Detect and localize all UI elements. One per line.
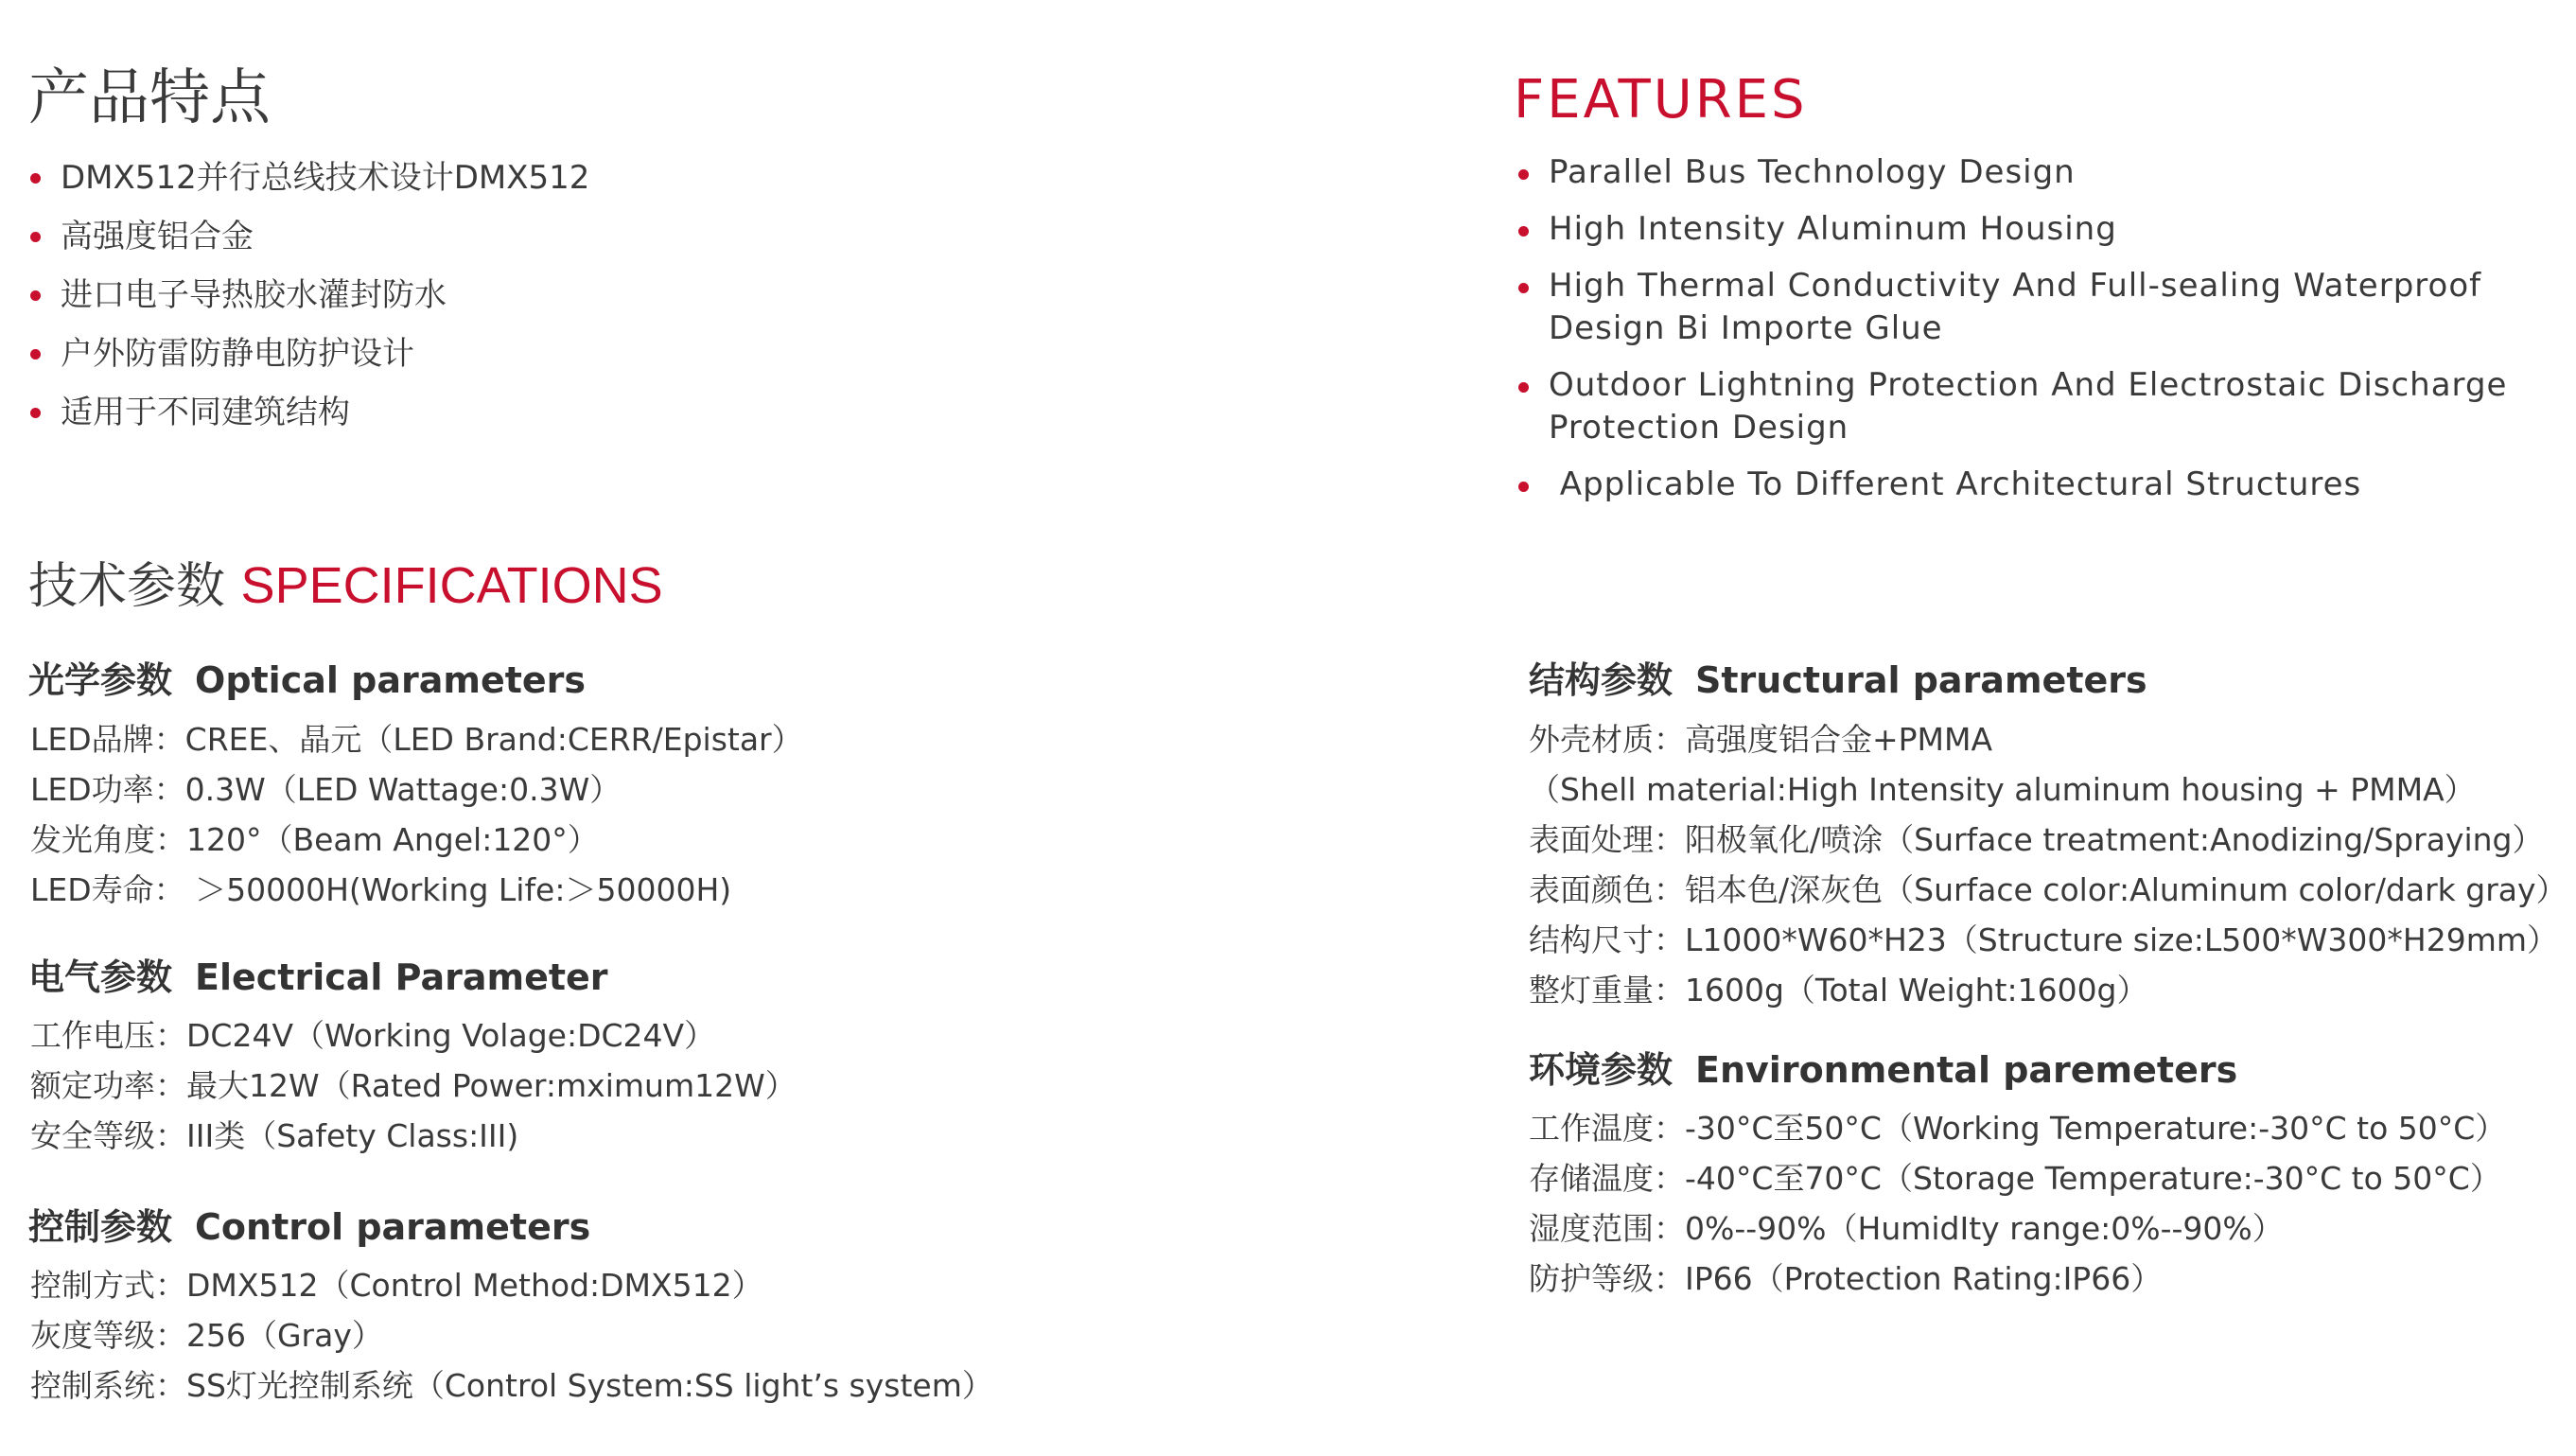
spec-line: 表面颜色：铝本色/深灰色（Surface color:Aluminum color/dark gray） [1529,871,2567,908]
environmental-lines [1529,1103,2506,1304]
bullet-dot-icon [1518,283,1529,293]
features-en-list [1518,151,2575,520]
bullet-dot-icon [1518,482,1529,492]
spec-line: 灰度等级：256（Gray） [30,1317,383,1354]
electrical-lines [30,1010,797,1161]
bullet-dot-icon [1518,226,1529,237]
spec-line: 表面处理：阳极氧化/喷涂（Surface treatment:Anodizing/Spraying） [1529,821,2544,858]
feature-text: Applicable To Different Architectural Structures [1549,465,2362,503]
spec-line: （Shell material:High Intensity aluminum housing + PMMA） [1529,771,2476,808]
bullet-dot-icon [30,232,41,242]
optical-heading [28,659,587,701]
list-item [1518,208,2575,251]
spec-line: 防护等级：IP66（Protection Rating:IP66） [1529,1260,2163,1297]
bullet-dot-icon [30,408,41,418]
spec-line: 控制系统：SS灯光控制系统（Control System:SS light’s system） [30,1367,993,1404]
electrical-heading-cn: 电气参数 [28,956,173,998]
structural-lines [1529,714,2567,1015]
feature-text: High Thermal Conductivity And Full-sealing Waterproof Design Bi Importe Glue [1549,267,2482,347]
spec-line: 控制方式：DMX512（Control Method:DMX512） [30,1267,763,1304]
optical-lines [30,714,803,915]
spec-line: LED寿命： ＞50000H(Working Life:＞50000H) [30,871,732,908]
spec-line: 工作电压：DC24V（Working Volage:DC24V） [30,1017,716,1054]
feature-text: 户外防雷防静电防护设计 [61,335,414,373]
list-item [30,207,589,266]
control-heading-cn: 控制参数 [28,1206,173,1248]
feature-text: High Intensity Aluminum Housing [1549,210,2117,248]
structural-heading-cn: 结构参数 [1529,659,1674,701]
optical-heading-en: Optical parameters [195,659,587,701]
structural-heading [1529,659,2147,701]
electrical-heading [28,956,608,998]
feature-text: DMX512并行总线技术设计DMX512 [61,159,590,197]
spec-line: 额定功率：最大12W（Rated Power:mximum12W） [30,1067,797,1104]
spec-line: LED品牌：CREE、晶元（LED Brand:CERR/Epistar） [30,721,803,758]
features-cn-list [30,149,589,442]
features-en-title: FEATURES [1514,69,1808,131]
bullet-dot-icon [1518,169,1529,180]
list-item [1518,364,2575,449]
specs-title [28,557,663,615]
spec-line: 工作温度：-30°C至50°C（Working Temperature:-30°C to 50°C） [1529,1110,2507,1147]
bullet-dot-icon [30,290,41,301]
bullet-dot-icon [30,173,41,184]
optical-heading-cn: 光学参数 [28,659,173,701]
spec-line: 结构尺寸：L1000*W60*H23（Structure size:L500*W300*H29mm） [1529,921,2558,958]
spec-line: 整灯重量：1600g（Total Weight:1600g） [1529,972,2148,1009]
electrical-heading-en: Electrical Parameter [195,956,608,998]
control-heading [28,1206,591,1248]
list-item [1518,265,2575,350]
list-item [1518,151,2575,194]
spec-line: 存储温度：-40°C至70°C（Storage Temperature:-30°C to 50°C） [1529,1160,2501,1197]
control-lines [30,1260,993,1411]
spec-line: 湿度范围：0%--90%（HumidIty range:0%--90%） [1529,1210,2284,1247]
bullet-dot-icon [1518,382,1529,393]
environmental-heading-cn: 环境参数 [1529,1049,1674,1091]
feature-text: Parallel Bus Technology Design [1549,153,2076,191]
feature-text: 进口电子导热胶水灌封防水 [61,276,447,314]
spec-line: 发光角度：120°（Beam Angel:120°） [30,821,599,858]
list-item [30,383,589,442]
spec-line: 安全等级：III类（Safety Class:III) [30,1117,519,1154]
list-item [1518,464,2575,506]
list-item [30,266,589,325]
list-item [30,325,589,383]
specs-title-en: SPECIFICATIONS [240,557,663,614]
spec-line: LED功率：0.3W（LED Wattage:0.3W） [30,771,622,808]
environmental-heading-en: Environmental paremeters [1695,1049,2238,1091]
bullet-dot-icon [30,349,41,360]
feature-text: Outdoor Lightning Protection And Electrostaic Discharge Protection Design [1549,366,2508,447]
list-item [30,149,589,207]
specs-title-cn: 技术参数 [28,558,226,615]
structural-heading-en: Structural parameters [1695,659,2147,701]
features-cn-title: 产品特点 [28,63,271,133]
environmental-heading [1529,1049,2238,1091]
feature-text: 适用于不同建筑结构 [61,394,350,431]
feature-text: 高强度铝合金 [61,218,254,255]
spec-line: 外壳材质：高强度铝合金+PMMA [1529,721,1993,758]
control-heading-en: Control parameters [195,1206,591,1248]
